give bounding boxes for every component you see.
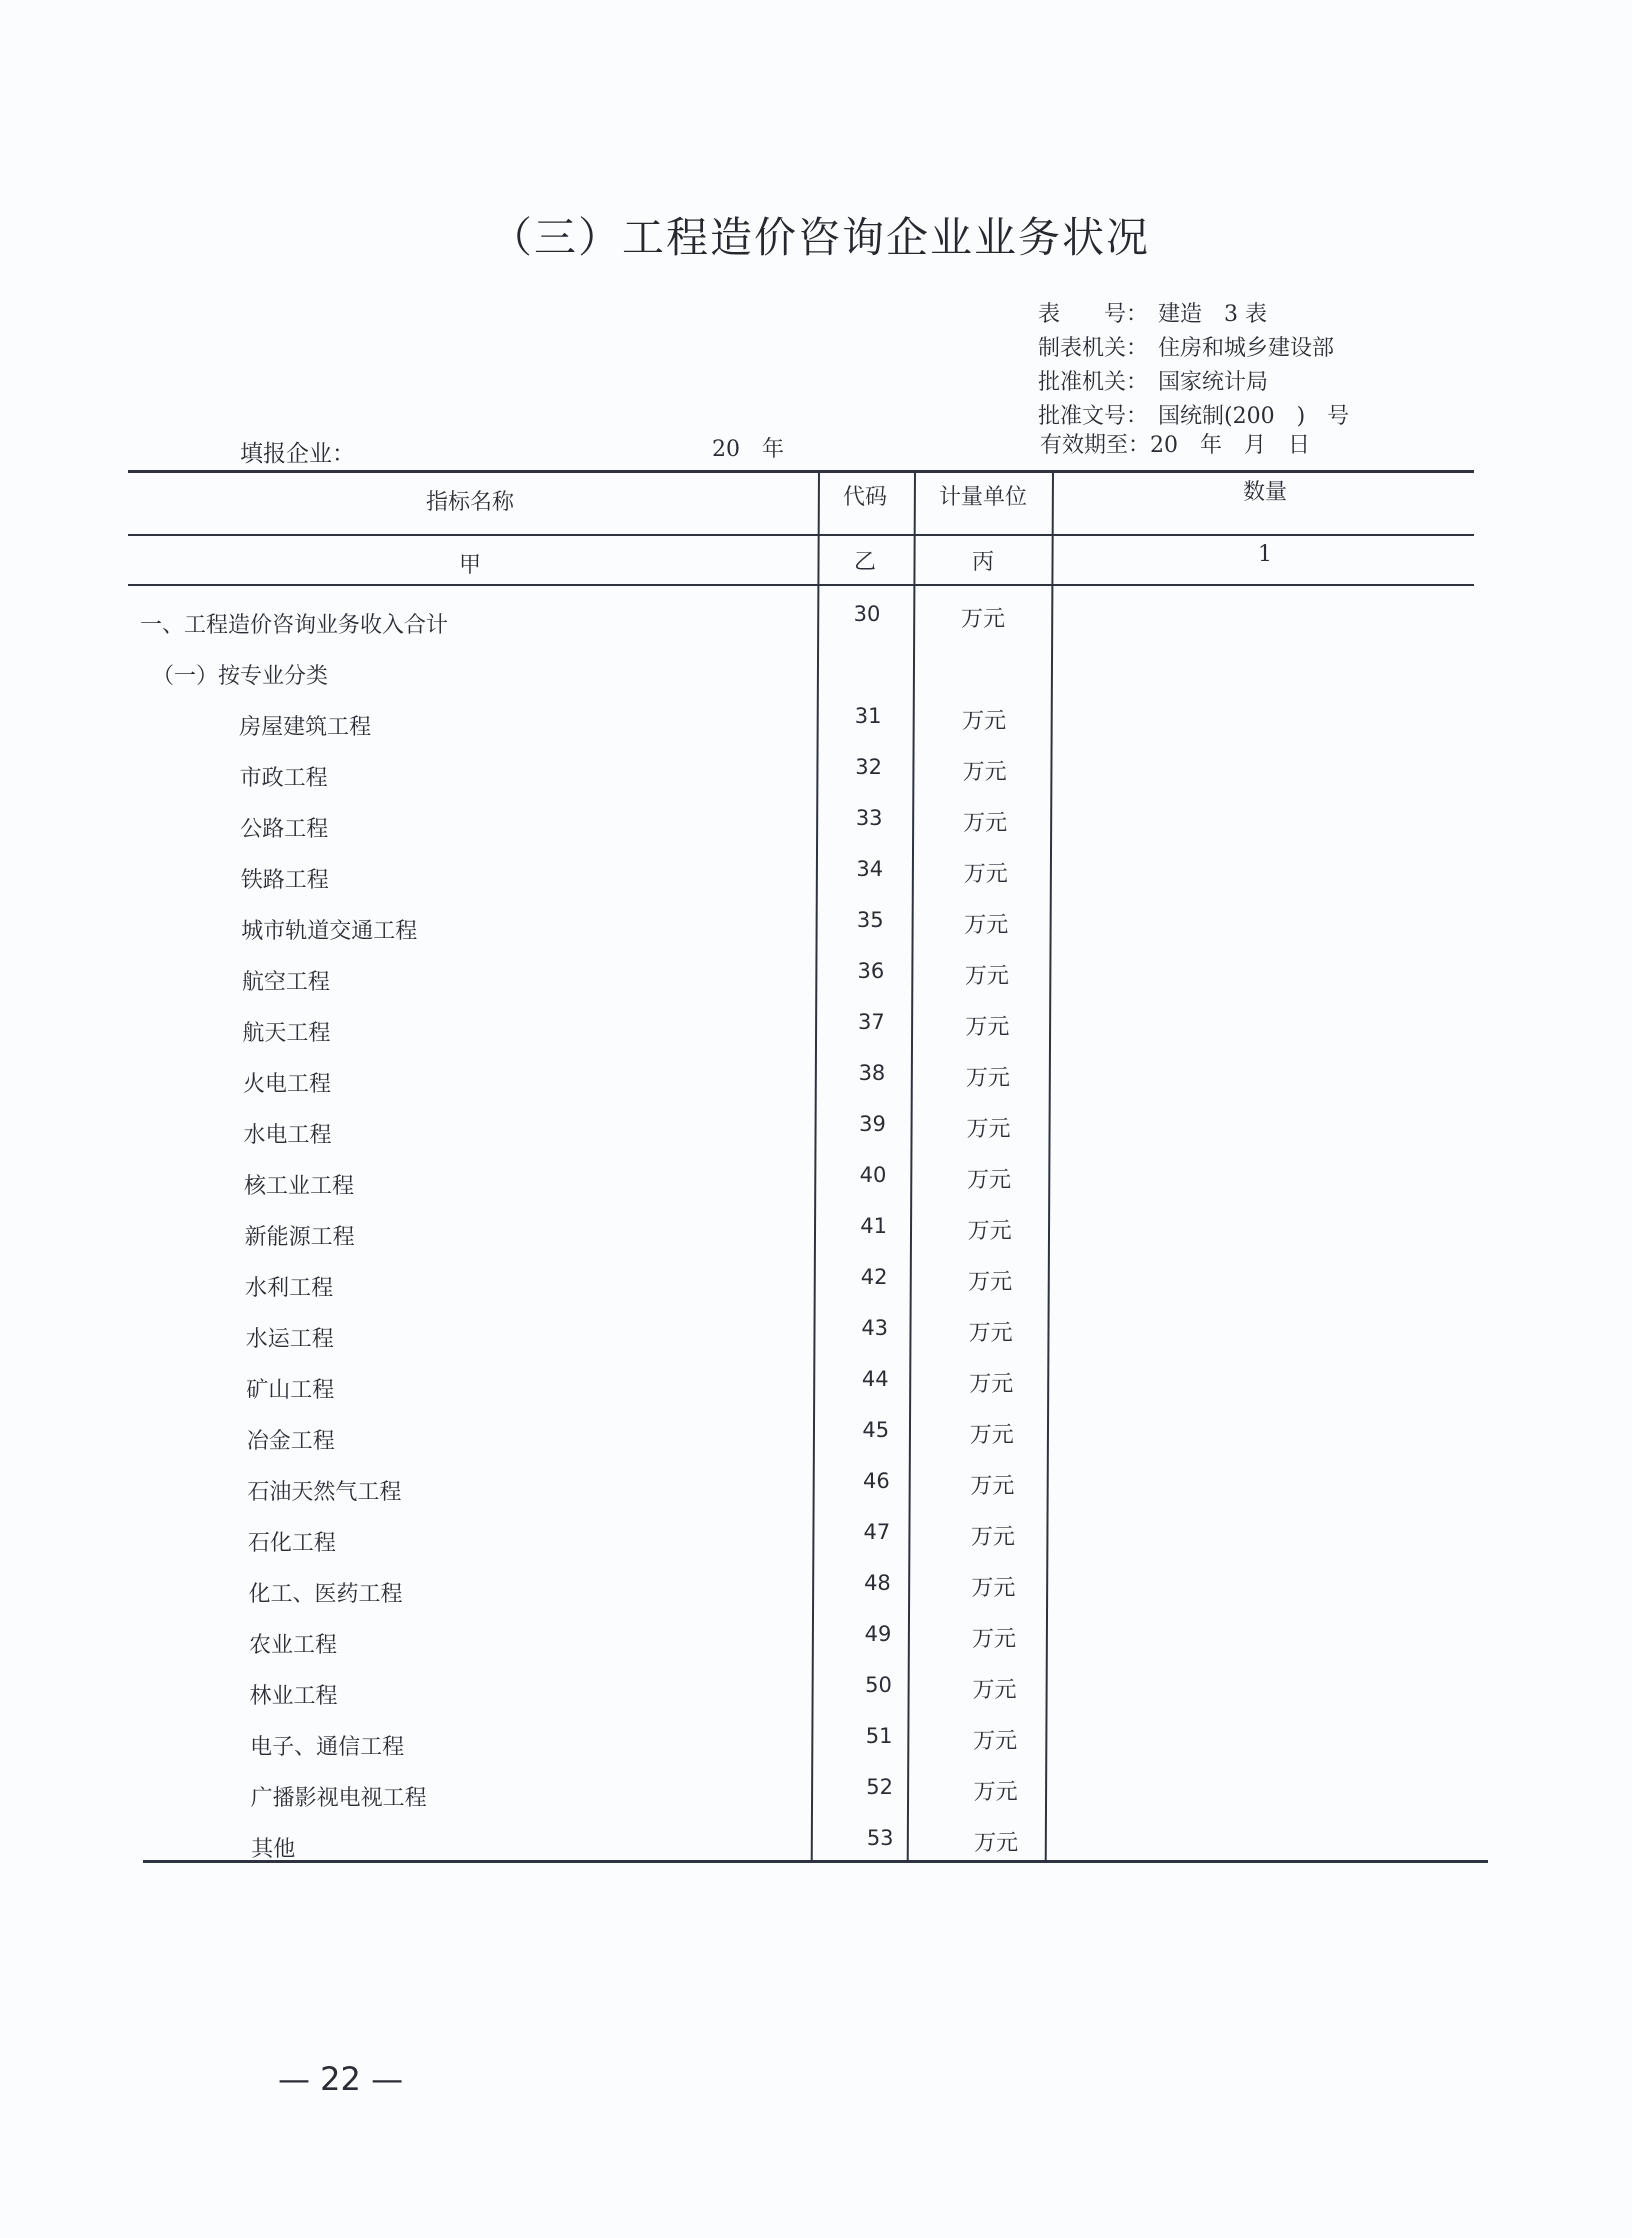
subheader-divider-rule (128, 584, 1474, 586)
measurement-unit: 万元 (973, 1729, 1018, 1754)
subheader-b: 乙 (853, 550, 876, 575)
subheader-c: 丙 (971, 550, 994, 575)
table-row (0, 1367, 1632, 1423)
table-row (0, 602, 1632, 658)
table-row (0, 1316, 1632, 1372)
indicator-code: 33 (855, 806, 883, 830)
indicator-code: 50 (865, 1673, 892, 1697)
measurement-unit: 万元 (970, 1474, 1015, 1499)
indicator-code: 49 (864, 1622, 892, 1646)
indicator-name: 水运工程 (245, 1327, 334, 1352)
measurement-unit: 万元 (968, 1321, 1013, 1346)
table-row (0, 1622, 1632, 1678)
measurement-unit: 万元 (973, 1780, 1018, 1805)
indicator-name: 石化工程 (247, 1531, 336, 1556)
indicator-code: 44 (861, 1367, 889, 1391)
table-row (0, 1418, 1632, 1474)
table-row (0, 959, 1632, 1015)
table-row (0, 755, 1632, 811)
meta-row-table-no: 表 号： 建造 3 表 (1038, 302, 1267, 327)
table-row (0, 1826, 1632, 1882)
measurement-unit: 万元 (971, 1627, 1016, 1652)
measurement-unit: 万元 (967, 1219, 1012, 1244)
indicator-code: 37 (858, 1010, 885, 1034)
indicator-name: 水电工程 (243, 1123, 332, 1148)
indicator-code: 45 (862, 1418, 890, 1442)
indicator-name: 房屋建筑工程 (239, 715, 372, 740)
indicator-code: 34 (856, 857, 884, 881)
indicator-name: （一）按专业分类 (152, 664, 329, 689)
measurement-unit: 万元 (969, 1423, 1014, 1448)
measurement-unit: 万元 (965, 1066, 1010, 1091)
measurement-unit: 万元 (966, 1117, 1011, 1142)
indicator-code: 43 (861, 1316, 889, 1340)
validity-label: 有效期至：20 年 月 日 (1040, 433, 1310, 458)
header-quantity: 数量 (1242, 480, 1287, 505)
table-top-rule (128, 470, 1474, 473)
table-row (0, 1010, 1632, 1066)
indicator-code: 52 (866, 1775, 893, 1799)
measurement-unit: 万元 (960, 607, 1005, 632)
indicator-name: 火电工程 (242, 1072, 331, 1097)
indicator-name: 其他 (251, 1837, 296, 1862)
table-row (0, 806, 1632, 862)
measurement-unit: 万元 (972, 1678, 1017, 1703)
table-row (0, 1469, 1632, 1525)
indicator-name: 石油天然气工程 (247, 1480, 402, 1505)
header-indicator-name: 指标名称 (425, 490, 514, 515)
meta-row-approval-no: 批准文号： 国统制(200 ) 号 (1038, 404, 1350, 429)
table-row (0, 704, 1632, 760)
indicator-name: 水利工程 (245, 1276, 334, 1301)
indicator-code: 35 (856, 908, 884, 932)
meta-row-issuer: 制表机关： 住房和城乡建设部 (1038, 336, 1335, 361)
measurement-unit: 万元 (962, 760, 1007, 785)
report-year-label: 20 年 (712, 437, 784, 462)
indicator-name: 新能源工程 (244, 1225, 355, 1250)
measurement-unit: 万元 (974, 1831, 1019, 1856)
indicator-code: 48 (864, 1571, 891, 1595)
indicator-code: 47 (863, 1520, 891, 1544)
subheader-col-1: 1 (1258, 542, 1272, 567)
table-row (0, 908, 1632, 964)
table-row (0, 857, 1632, 913)
measurement-unit: 万元 (963, 862, 1008, 887)
indicator-code: 46 (862, 1469, 890, 1493)
indicator-name: 航空工程 (241, 970, 330, 995)
measurement-unit: 万元 (970, 1525, 1015, 1550)
reporting-enterprise-label: 填报企业： (240, 441, 355, 467)
measurement-unit: 万元 (967, 1168, 1012, 1193)
indicator-code: 31 (854, 704, 882, 728)
table-row (0, 1724, 1632, 1780)
indicator-name: 航天工程 (242, 1021, 331, 1046)
indicator-name: 公路工程 (240, 817, 329, 842)
indicator-name: 林业工程 (249, 1684, 338, 1709)
measurement-unit: 万元 (962, 709, 1007, 734)
indicator-code: 36 (857, 959, 885, 983)
table-row (0, 1163, 1632, 1219)
table-row (0, 1673, 1632, 1729)
measurement-unit: 万元 (971, 1576, 1016, 1601)
subheader-a: 甲 (458, 553, 481, 578)
measurement-unit: 万元 (963, 811, 1008, 836)
page-title: （三）工程造价咨询企业业务状况 (490, 213, 1151, 262)
header-code: 代码 (842, 485, 887, 510)
indicator-name: 广播影视电视工程 (250, 1786, 427, 1811)
indicator-code: 42 (860, 1265, 888, 1289)
table-row (0, 1061, 1632, 1117)
indicator-code: 41 (860, 1214, 887, 1238)
table-row (0, 1775, 1632, 1831)
indicator-code: 38 (858, 1061, 886, 1085)
header-divider-rule (128, 534, 1474, 536)
table-row (0, 1112, 1632, 1168)
indicator-name: 矿山工程 (246, 1378, 335, 1403)
measurement-unit: 万元 (964, 964, 1009, 989)
indicator-name: 城市轨道交通工程 (241, 919, 418, 944)
indicator-name: 化工、医药工程 (248, 1582, 403, 1607)
indicator-name: 市政工程 (239, 766, 328, 791)
measurement-unit: 万元 (964, 913, 1009, 938)
table-row (0, 1214, 1632, 1270)
table-row (0, 1571, 1632, 1627)
indicator-name: 铁路工程 (240, 868, 329, 893)
table-row (0, 1520, 1632, 1576)
meta-row-approver: 批准机关： 国家统计局 (1038, 370, 1269, 395)
measurement-unit: 万元 (968, 1270, 1013, 1295)
form-metadata (1038, 298, 1349, 434)
measurement-unit: 万元 (965, 1015, 1010, 1040)
measurement-unit: 万元 (969, 1372, 1014, 1397)
indicator-name: 农业工程 (249, 1633, 338, 1658)
header-unit: 计量单位 (938, 485, 1027, 510)
indicator-code: 30 (853, 602, 881, 626)
indicator-code: 40 (859, 1163, 887, 1187)
table-row (0, 659, 1632, 709)
indicator-name: 一、工程造价咨询业务收入合计 (140, 613, 449, 638)
page-number: — 22 — (278, 2060, 404, 2098)
indicator-name: 冶金工程 (246, 1429, 335, 1454)
indicator-code: 32 (855, 755, 882, 779)
indicator-name: 电子、通信工程 (250, 1735, 405, 1760)
indicator-code: 51 (865, 1724, 893, 1748)
indicator-code: 53 (866, 1826, 894, 1850)
indicator-name: 核工业工程 (244, 1174, 355, 1199)
indicator-code: 39 (859, 1112, 886, 1136)
table-row (0, 1265, 1632, 1321)
